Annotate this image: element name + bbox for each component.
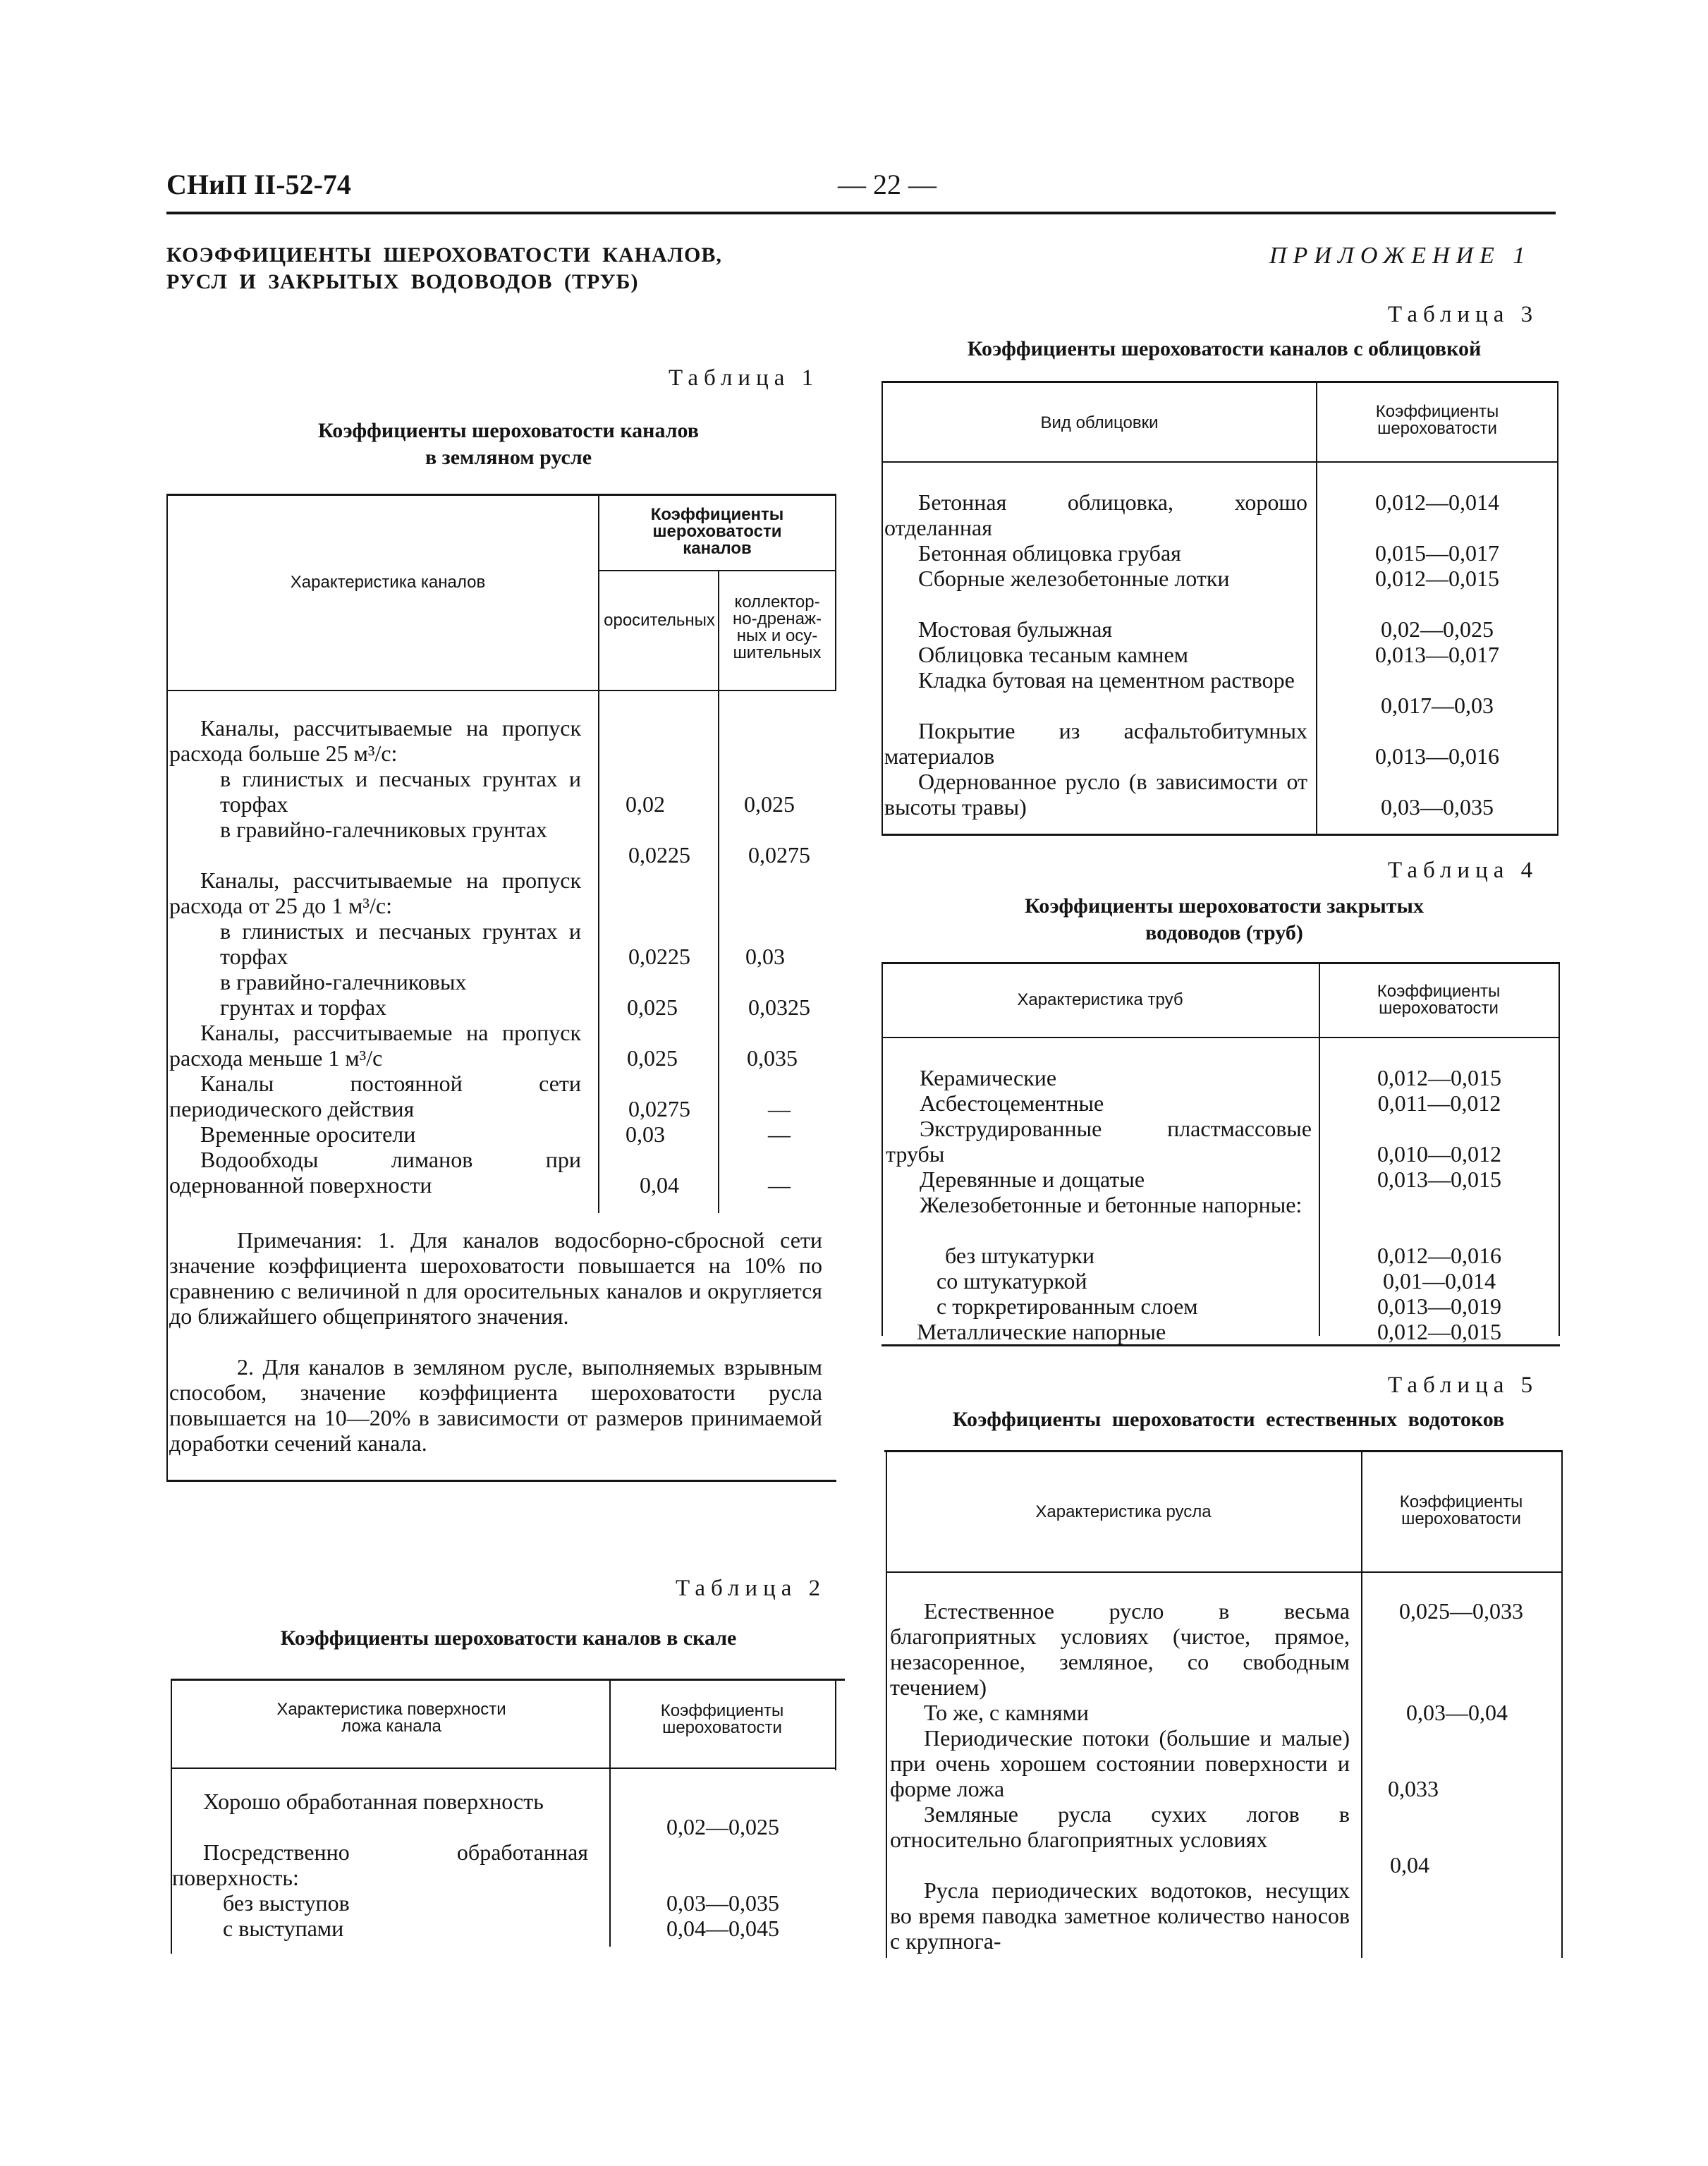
table5-row-text: Земляные русла сухих логов в относительно благоприятных условиях	[890, 1801, 1350, 1852]
table3-bottom-rule	[882, 834, 1558, 836]
table1-title-line-1: Коэффициенты шероховатости каналов	[318, 419, 699, 442]
appendix-label: ПРИЛОЖЕНИЕ 1	[1269, 243, 1532, 269]
table1-row-text: Каналы, рассчитываемые на пропуск расхода от 25 до 1 м³/с:	[169, 868, 581, 918]
page-number: — 22 —	[838, 169, 937, 200]
table2-header-rule	[171, 1768, 836, 1769]
table1-header-rule	[166, 690, 836, 691]
document-code: СНиП II-52-74	[166, 169, 351, 200]
table3-row-value: 0,015—0,017	[1375, 540, 1499, 566]
table1-row-text: Каналы постоянной сети периодического действия	[169, 1071, 581, 1121]
table3-row-text: Кладка бутовая на цементном растворе	[918, 667, 1295, 693]
table2-header-coefficients: Коэффициенты шероховатости	[660, 1701, 784, 1737]
table4-label: Таблица 4	[1388, 858, 1539, 883]
table3-header-rule	[882, 461, 1558, 463]
table4-row-value: 0,012—0,015	[1377, 1065, 1501, 1090]
table1-row-text: Каналы, рассчитываемые на пропуск расхода меньше 1 м³/с	[169, 1020, 581, 1071]
table3-top-rule	[882, 381, 1558, 383]
table4-title-line-2: водоводов (труб)	[1145, 921, 1303, 944]
table4-row-value: 0,013—0,015	[1377, 1167, 1501, 1192]
table4-header-characteristic: Характеристика труб	[1017, 990, 1183, 1009]
table1-note-1: Примечания: 1. Для каналов водосборно-сбросной сети значение коэффициента шероховатости повышается на 10% по сравнению с величиной n для оросительных каналов и округляется до ближайшего общепринятого значения.	[169, 1227, 822, 1329]
table1-row-text: Водообходы лиманов при одернованной поверхности	[169, 1147, 581, 1198]
table1-row-value-irrigation: 0,025	[627, 1045, 678, 1071]
table1-note-2: 2. Для каналов в земляном русле, выполняемых взрывным способом, значение коэффициента шероховатости русла повышается на 10—20% в зависимости от размеров принимаемой доработки сечений канала.	[169, 1354, 822, 1456]
table4-top-rule	[882, 962, 1560, 964]
table3-row-text: Мостовая булыжная	[918, 616, 1113, 642]
table4-row-value: 0,013—0,019	[1377, 1294, 1501, 1319]
table3-row-value: 0,013—0,016	[1375, 743, 1499, 769]
table2-right-border	[835, 1679, 836, 1770]
table1-bottom-rule	[166, 1480, 836, 1482]
main-title-line-2: РУСЛ И ЗАКРЫТЫХ ВОДОВОДОВ (ТРУБ)	[166, 270, 639, 293]
table1-row-text: в глинистых и песчаных грунтах и торфах	[220, 918, 581, 969]
table3-row-text: Облицовка тесаным камнем	[918, 642, 1188, 667]
table1-row-value-collector: 0,035	[747, 1045, 798, 1071]
table4-row-text: со штукатуркой	[937, 1268, 1087, 1294]
table3-row-value: 0,02—0,025	[1381, 616, 1494, 642]
table3-left-border	[882, 381, 883, 835]
table1-row-value-irrigation: 0,02	[626, 791, 665, 817]
table4-row-text: Керамические	[920, 1065, 1057, 1090]
header-rule	[166, 212, 1556, 214]
table2-row-text: Посредственно обработанная поверхность:	[172, 1839, 588, 1890]
table1-header-characteristic: Характеристика каналов	[290, 573, 486, 592]
table2-top-rule	[171, 1679, 845, 1681]
table1-subheader-rule	[599, 570, 836, 571]
table4-row-value: 0,012—0,016	[1377, 1243, 1501, 1268]
table3-row-text: Бетонная облицовка, хорошо отделанная	[884, 489, 1307, 540]
table1-row-value-collector: 0,03	[745, 944, 785, 969]
table2-row-text: с выступами	[223, 1916, 344, 1941]
table5-title: Коэффициенты шероховатости естественных водотоков	[952, 1408, 1505, 1431]
table1-label: Таблица 1	[669, 365, 819, 391]
table3-label: Таблица 3	[1388, 302, 1539, 327]
table1-header-coefficients: Коэффициенты шероховатости каналов	[650, 505, 784, 558]
table4-row-text: Экструдированные пластмассовые трубы	[886, 1116, 1312, 1167]
table1-header-irrigation: оросительных	[604, 611, 715, 630]
table3-header-coefficients: Коэффициенты шероховатости	[1375, 402, 1499, 438]
table1-row-text: в глинистых и песчаных грунтах и торфах	[220, 766, 581, 817]
table3-row-value: 0,03—0,035	[1381, 794, 1494, 820]
table4-row-value: 0,012—0,015	[1377, 1319, 1501, 1344]
table5-top-rule	[884, 1450, 1563, 1452]
table1-row-text: Каналы, рассчитываемые на пропуск расхода больше 25 м³/с:	[169, 715, 581, 766]
table5-row-value: 0,025—0,033	[1399, 1598, 1523, 1624]
table3-row-value: 0,012—0,014	[1375, 489, 1499, 515]
table4-row-value: 0,01—0,014	[1383, 1268, 1496, 1294]
table2-row-value: 0,03—0,035	[666, 1890, 779, 1916]
table5-row-text: Русла периодических водотоков, несущих во время паводка заметное количество наносов с крупнога-	[890, 1878, 1350, 1954]
table4-row-value: 0,010—0,012	[1377, 1141, 1501, 1167]
table5-header-rule	[886, 1571, 1561, 1573]
table1-row-value-collector: 0,025	[744, 791, 795, 817]
table2-row-text: без выступов	[223, 1890, 350, 1916]
table5-header-characteristic: Характеристика русла	[1035, 1502, 1212, 1521]
table4-bottom-rule	[882, 1344, 1560, 1346]
table2-header-characteristic: Характеристика поверхности ложа канала	[276, 1700, 506, 1736]
table5-row-text: Естественное русло в весьма благоприятных условиях (чистое, прямое, незасоренное, земляное, со свободным течением)	[890, 1598, 1350, 1700]
table5-row-value: 0,04	[1390, 1852, 1429, 1878]
table2-row-value: 0,04—0,045	[666, 1916, 779, 1941]
table4-row-text: с торкретированным слоем	[937, 1294, 1198, 1319]
table1-row-value-irrigation: 0,025	[627, 994, 678, 1020]
table1-row-value-irrigation: 0,04	[640, 1172, 679, 1198]
table3-header-characteristic: Вид облицовки	[1040, 413, 1159, 432]
table5-right-border	[1561, 1450, 1563, 1958]
table1-top-rule	[166, 494, 836, 496]
table1-row-value-collector: —	[768, 1172, 791, 1198]
table1-row-value-irrigation: 0,0225	[628, 944, 690, 969]
main-title-line-1: КОЭФФИЦИЕНТЫ ШЕРОХОВАТОСТИ КАНАЛОВ,	[166, 243, 722, 267]
table1-row-text: Временные оросители	[200, 1121, 416, 1147]
table3-row-text: Бетонная облицовка грубая	[918, 540, 1181, 566]
table2-row-value: 0,02—0,025	[666, 1814, 779, 1839]
table1-title-line-2: в земляном русле	[425, 446, 592, 469]
table1-row-value-irrigation: 0,0275	[628, 1096, 690, 1121]
table1-row-text: в гравийно-галечниковых грунтах	[220, 817, 547, 842]
table5-header-coefficients: Коэффициенты шероховатости	[1399, 1492, 1523, 1528]
table1-left-border	[166, 494, 168, 1481]
table5-row-value: 0,03—0,04	[1406, 1700, 1508, 1725]
table4-left-border	[882, 962, 883, 1336]
table1-row-value-irrigation: 0,03	[626, 1121, 665, 1147]
table2-title: Коэффициенты шероховатости каналов в скале	[280, 1626, 737, 1650]
table3-row-value: 0,017—0,03	[1381, 693, 1494, 718]
table4-row-value: 0,011—0,012	[1377, 1090, 1501, 1116]
table5-row-text: То же, с камнями	[924, 1700, 1089, 1725]
table5-left-border	[886, 1450, 887, 1958]
table1-row-value-collector: 0,0325	[748, 994, 810, 1020]
table4-header-rule	[882, 1037, 1560, 1038]
table4-row-text: Железобетонные и бетонные напорные:	[920, 1192, 1303, 1217]
table1-row-text: в гравийно-галечниковых грунтах и торфах	[220, 969, 467, 1020]
table1-row-value-irrigation: 0,0225	[628, 842, 690, 868]
table3-row-text: Сборные железобетонные лотки	[918, 566, 1230, 591]
table1-row-value-collector: —	[768, 1121, 791, 1147]
table3-row-value: 0,012—0,015	[1375, 566, 1499, 591]
table4-title-line-1: Коэффициенты шероховатости закрытых	[1025, 894, 1424, 918]
table4-row-text: Деревянные и дощатые	[920, 1167, 1145, 1192]
table5-row-text: Периодические потоки (большие и малые) при очень хорошем состоянии поверхности и форме ложа	[890, 1725, 1350, 1801]
table1-right-border	[835, 494, 836, 691]
table3-right-border	[1557, 381, 1558, 835]
table4-right-border	[1558, 962, 1560, 1336]
table1-header-collector: коллектор- но-дренаж- ных и осу- шительных	[733, 592, 822, 662]
table3-row-text: Покрытие из асфальтобитумных материалов	[884, 718, 1307, 769]
table3-title: Коэффициенты шероховатости каналов с облицовкой	[967, 337, 1482, 360]
table2-label: Таблица 2	[676, 1576, 826, 1601]
table2-row-text: Хорошо обработанная поверхность	[203, 1789, 544, 1814]
table5-row-value: 0,033	[1388, 1776, 1439, 1801]
table4-row-text: без штукатурки	[945, 1243, 1094, 1268]
table4-row-text: Металлические напорные	[917, 1319, 1166, 1344]
table3-row-value: 0,013—0,017	[1375, 642, 1499, 667]
table4-header-coefficients: Коэффициенты шероховатости	[1377, 982, 1501, 1018]
table3-row-text: Одернованное русло (в зависимости от высоты травы)	[884, 769, 1307, 820]
table1-row-value-collector: —	[768, 1096, 791, 1121]
table5-label: Таблица 5	[1388, 1373, 1539, 1398]
table1-row-value-collector: 0,0275	[748, 842, 810, 868]
table4-row-text: Асбестоцементные	[920, 1090, 1104, 1116]
table5-col-divider	[1361, 1450, 1362, 1958]
